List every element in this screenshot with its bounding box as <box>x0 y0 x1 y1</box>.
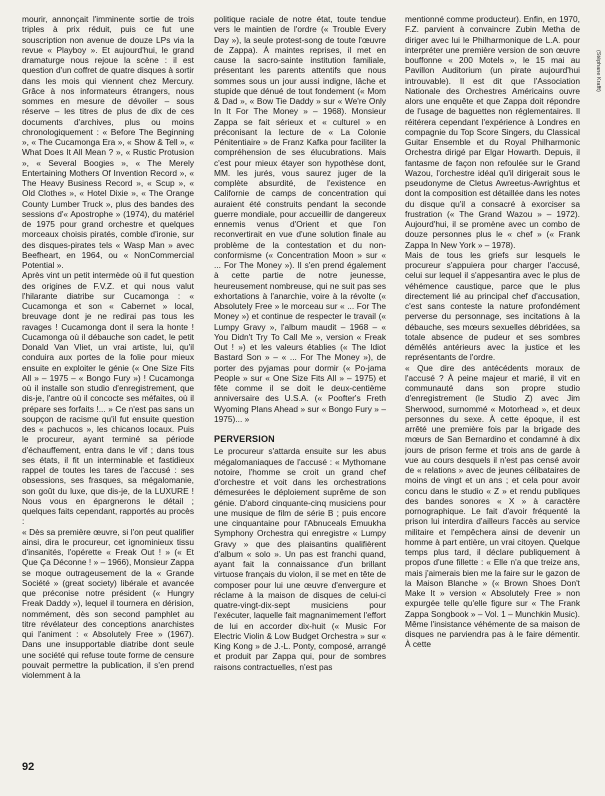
column-1 <box>22 14 194 759</box>
paragraph: Le procureur s'attarda ensuite sur les abus mégalomaniaques de l'accusé : « Mythomane notoire, l'homme se croit un grand chef d'orchestre et voit dans les orchestrations démesurées le déploiement suprême de son génie. D'abord cinquante-cinq musiciens pour une musique de film de série B ; puis encore une cinquantaine pour l'Abnuceals Emuukha Symphony Orchestra qui enregistre « Lumpy Gravy » que des plaisantins qualifièrent d'album « solo ». Un pas est franchi quand, ayant fait la connaissance d'un brillant virtuose français du violon, il se met en tête de composer pour lui une œuvre d'envergure et réclame à la maison de disques de celui-ci quatre-vingt-dix-sept musiciens pour l'exécuter, laquelle fait magnanimement l'effort de lui en accorder dix-huit (« Music For Electric Violin & Low Budget Orchestra » sur « King Kong » de J.-L. Ponty, composé, arrangé et produit par Zappa qui, pour de sombres raisons contractuelles, n'est pas <box>214 446 386 672</box>
page-number: 92 <box>22 761 35 773</box>
paragraph: « Dès sa première œuvre, si l'on peut qualifier ainsi, dira le procureur, cet ignominieux tissu d'insanités, l'opérette « Freak Out ! » (« Et Que Ça Déconne ! » – 1966), Monsieur Zappa se moque outrageusement de la « Grande Société » (great society) libérale et avancée que préconise notre président (« Hungry Freak Daddy »), lequel il tournera en dérision, nommément, dès son second pamphlet au titre révélateur des conceptions anarchistes qui l'animent : « Absolutely Free » (1967). Dans une insupportable diatribe dont seule une société qui refuse toute forme de censure pouvait permettre la publication, il s'en prend violemment à la <box>22 526 194 680</box>
column-2 <box>214 14 386 759</box>
column-3 <box>405 14 580 759</box>
paragraph: politique raciale de notre état, toute tendue vers le maintien de l'ordre (« Trouble Every Day »), la seule protest-song de toute l'œuvre de Zappa). À maintes reprises, il met en cause la sacro-sainte institution familiale, présentant les parents attentifs que nous sommes sous un jour aussi indigne, lâche et stupide que dénué de tout fondement (« Mom & Dad », « Bow Tie Daddy » sur « We're Only In It For The Money » – 1968). Monsieur Zappa se fait sérieux et « culturel » en préconisant la lecture de « La Colonie Pénitentiaire » de Franz Kafka pour faciliter la compréhension de ses élucubrations. Mais c'est pour mieux étayer son hypothèse dont, MM. les jurés, vous saurez juger de la complète absurdité, de l'existence en Californie de camps de concentration qui auraient été construits pendant la seconde guerre mondiale, pour accueillir de dangereux ennemis venus d'Orient et que l'on reconvertirait en vue d'une solution finale au problème de la contestation et du non-conformisme (« Concentration Moon » sur « ... For The Money »). Il s'en prend également à cette partie de notre jeunesse, heureusement nombreuse, qui ne suit pas ses exhortations à l'anarchie, voire à la révolte (« Absolutely Free » le morceau sur « ... For The Money ») et continue de respecter le travail (« Lumpy Gravy », l'album maudit – 1968 – « You Didn't Try To Call Me », version « Freak Out ! ») et les valeurs établies (« The Idiot Bastard Son » – « ... For The Money »), de porter des pyjamas pour dormir (« Po-jama People » sur « One Size Fits All » – 1975) et fête comme il se doit le deux-centième anniversaire des U.S.A. (« Poofter's Freth Wyoming Plans Ahead » sur « Bongo Fury » – 1975)... » <box>214 14 386 424</box>
paragraph: mentionné comme producteur). Enfin, en 1970, F.Z. parvient à convaincre Zubin Metha de diriger avec lui le Philharmonique de L.A. pour interpréter une première version de son œuvre bouffonne « 200 Motels », le 15 mai au Pavillon Auditorium (un pirate aujourd'hui introuvable). Il est dit que l'Association Nationale des Orchestres Américains ouvre alors une enquête et que Zappa doit répondre de l'usage de baguettes non réglementaires. Il réitérera cependant l'expérience à Londres en compagnie du Top Score Singers, du Classical Guitar Ensemble et du Royal Philharmonic Orchestra dirigé par Elgar Howarth. Depuis, il fantasme de façon non refoulée sur le Grand Wazou, l'orchestre idéal qu'il dirigerait sous le pseudonyme de Cletus Awreetus-Awrightus et dont la composition est détaillée dans les notes du disque qu'il a consacré à exorciser sa frustration (« The Grand Wazou » – 1972). Aujourd'hui, il se promène avec un combo de douze personnes plus le « chef » (« Frank Zappa In New York » – 1978). <box>405 14 580 250</box>
section-heading: PERVERSION <box>214 434 275 444</box>
paragraph: mourir, annonçait l'imminente sortie de trois triples à prix réduit, puis ce fut une souscription non avenue de douze LPs via la revue « Playboy ». Et aujourd'hui, le grand dramaturge nous rejoue la scène : il est question d'un coffret de quatre disques à sortir dans les mois qui viennent chez Mercury. Grâce à nos informateurs étrangers, nous sommes en mesure de dévoiler – sous réserve – les titres de plus de dix de ces documents d'archives, plus ou moins chronologiquement : « Before The Beginning », « The Cucamonga Era », « Show & Tell », « What Does It All Mean ? », « Rustic Protusion », « Several Boogies », « The Merely Entertaining Mothers Of Invention Record », « The Heavy Business Record », « Scup », « Old Clothes », « Hotel Dixie », « The Orange County Lumber Truck », plus des bandes des sessions d'« Apostrophe » (1974), du matériel de 1975 pour grand orchestre et quelques morceaux choisis piratés, comble d'ironie, sur des disques-pirates tels « Wasp Man » avec Beefheart, en 1964, ou « NonCommercial Potential ». <box>22 14 194 270</box>
paragraph: Mais de tous les griefs sur lesquels le procureur s'appuiera pour charger l'accusé, celui sur lequel il s'appesantira avec le plus de véhémence caustique, parce que le plus directement lié au principal chef d'accusation, c'est sans conteste la nature profondément perverse du personnage, ses incitations à la débauche, ses mœurs sexuelles débridées, sa totale absence de pudeur et ses sombres démêlés antérieurs avec la justice et les représentants de l'ordre. <box>405 249 580 363</box>
paragraph: Après vint un petit intermède où il fut question des origines de F.V.Z. et qui nous valut l'hilarante diatribe sur Cucamonga : « Cucamonga et son « Cabernet » local, breuvage dont je ne redirai pas tous les ravages ! Cucamonga dont il sera la honte ! Cucamonga où il débauche son cadet, le petit Donald Van Vliet, un vrai artiste, lui, qu'il conduira aux portes de la folie pour mieux ensuite en exploiter le génie (« One Size Fits All » – 1975 – « Bongo Fury ») ! Cucamonga où il installe son studio d'enregistrement, que dis-je, l'antre où il concocte ses méfaites, où il prépare ses forfaits !... » Ce n'est pas sans un soupçon de racisme qu'il fut ensuite question des « pachucos », les chicanos locaux. Puis le procureur, ayant terminé sa période d'échauffement, entra dans le vif ; dans tous ses états, il fit un interminable et fastidieux rappel de toutes les tares de l'accusé : ses obsessions, ses frasques, sa mégalomanie, son goût du luxe, que dis-je, de la LUXURE ! Nous vous en épargnerons le détail ; quelques faits cependant, rapportés au procès : <box>22 270 194 527</box>
photo-credit: (Stéphane Krafft) <box>595 50 601 92</box>
paragraph: « Que dire des antécédents moraux de l'accusé ? À peine majeur et marié, il vit en communauté dans son propre studio d'enregistrement (le Studio Z) avec Jim Sherwood, surnommé « Motorhead », et deux personnes du sexe. À cette époque, il est arrêté une première fois par la brigade des mœurs de San Bernardino et condamné à dix jours de prison ferme et trois ans de garde à vue au cours desquels il n'est pas censé avoir de « relations » avec de jeunes célibataires de moins de vingt et un ans ; et cela pour avoir concu dans le studio « Z » et rendu publiques des bandes sonores « X » à caractère pornographique. Le fait d'avoir fréquenté la prison lui interdira d'ailleurs l'accès au service militaire et l'empêchera ainsi de devenir un homme à part entière, un vrai citoyen. Quelque temps plus tard, il déclare publiquement à propos d'une fillette : « Elle n'a que treize ans, mais j'aimerais bien me la faire sur le gazon de la Maison Blanche » (« Brown Shoes Don't Make It » version « Absolutely Free » non expurgée telle qu'elle figure sur « The Frank Zappa Songbook » – Vol. 1 – Munchkin Music). Même l'insistance véhémente de sa maison de disques ne parviendra pas à le faire démentir. À cette <box>405 362 580 650</box>
